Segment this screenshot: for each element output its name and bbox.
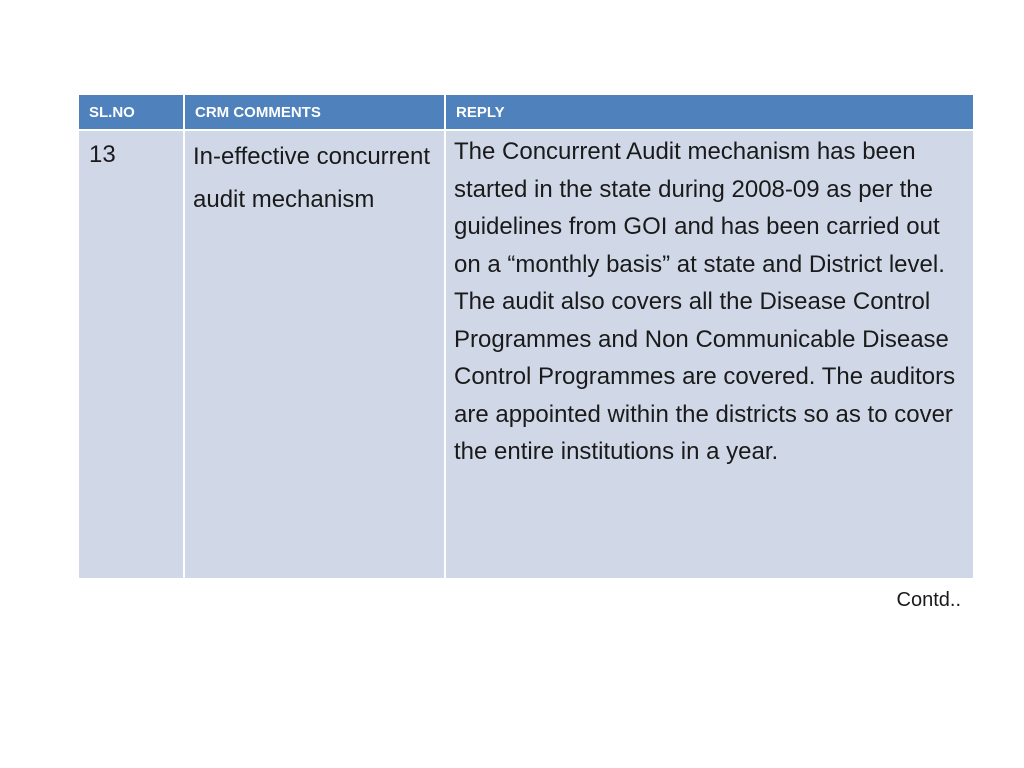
table-header-row <box>78 94 974 130</box>
header-crm-comments: CRM COMMENTS <box>184 94 445 130</box>
crm-comments-table <box>77 93 975 580</box>
cell-slno: 13 <box>78 130 184 579</box>
table-row <box>78 130 974 579</box>
header-slno: SL.NO <box>78 94 184 130</box>
cell-crm-comment: In-effective concurrent audit mechanism <box>184 130 445 579</box>
header-reply: REPLY <box>445 94 974 130</box>
continued-label: Contd.. <box>896 589 961 611</box>
cell-reply: The Concurrent Audit mechanism has been started in the state during 2008-09 as per the guidelines from GOI and has been carried out on a “monthly basis” at state and District level. The audit also covers all the Disease Control Programmes and Non Communicable Disease Control Programmes are covered. The auditors are appointed within the districts so as to cover the entire institutions in a year. <box>445 130 974 579</box>
